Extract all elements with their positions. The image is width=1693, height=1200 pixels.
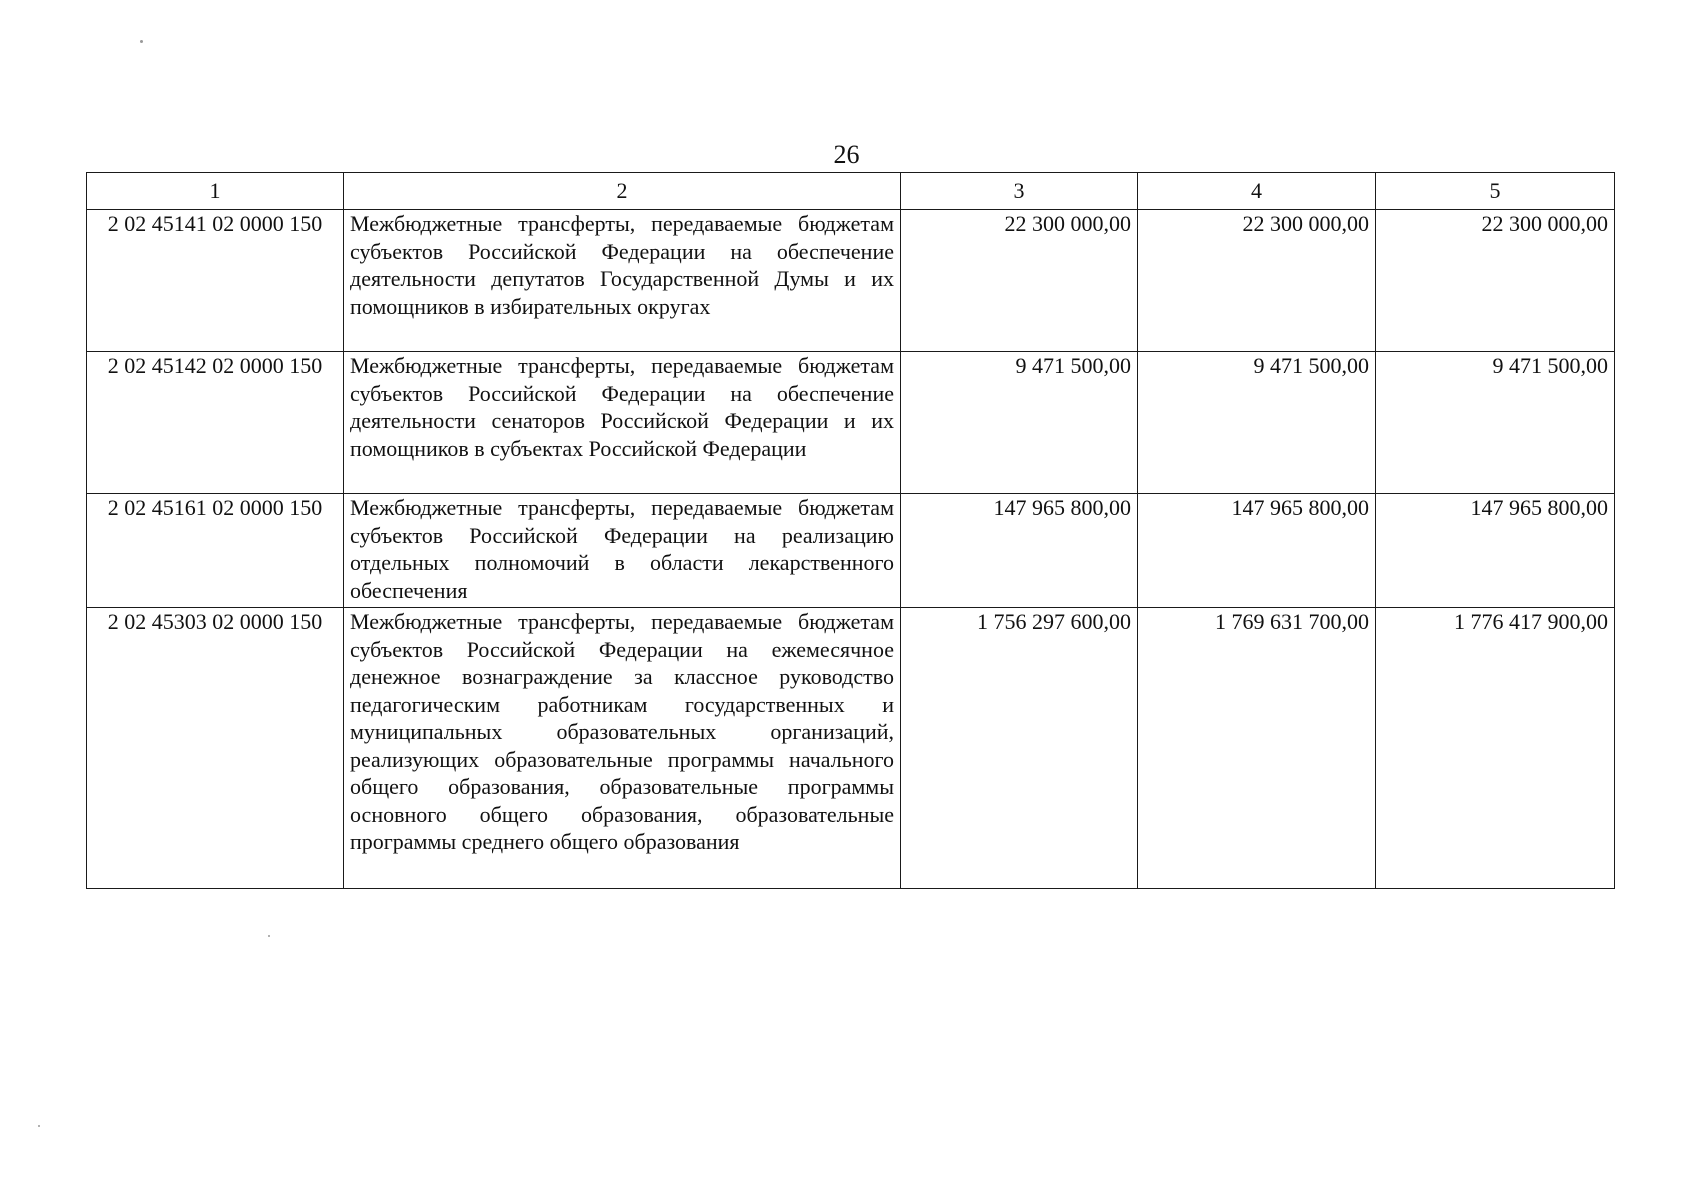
scan-speck bbox=[140, 40, 143, 43]
value-col-5: 22 300 000,00 bbox=[1376, 210, 1615, 352]
column-header-2: 2 bbox=[344, 173, 901, 210]
value-col-5: 9 471 500,00 bbox=[1376, 352, 1615, 494]
value-col-5: 1 776 417 900,00 bbox=[1376, 608, 1615, 889]
value-col-3: 9 471 500,00 bbox=[901, 352, 1138, 494]
value-col-3: 22 300 000,00 bbox=[901, 210, 1138, 352]
budget-code: 2 02 45303 02 0000 150 bbox=[87, 608, 344, 889]
value-col-5: 147 965 800,00 bbox=[1376, 494, 1615, 608]
budget-code: 2 02 45142 02 0000 150 bbox=[87, 352, 344, 494]
column-header-4: 4 bbox=[1138, 173, 1376, 210]
value-col-3: 1 756 297 600,00 bbox=[901, 608, 1138, 889]
table-row bbox=[87, 352, 1615, 494]
value-col-4: 22 300 000,00 bbox=[1138, 210, 1376, 352]
column-header-5: 5 bbox=[1376, 173, 1615, 210]
value-col-4: 147 965 800,00 bbox=[1138, 494, 1376, 608]
header-row bbox=[87, 173, 1615, 210]
table-row bbox=[87, 494, 1615, 608]
item-description: Межбюджетные трансферты, передаваемые бюджетам субъектов Российской Федерации на ежемесячное денежное вознаграждение за классное руководство педагогическим работникам государственных и муниципальных образовательных организаций, реализующих образовательные программы начального общего образования, образовательные программы основного общего образования, образовательные программы среднего общего образования bbox=[344, 608, 901, 889]
item-description: Межбюджетные трансферты, передаваемые бюджетам субъектов Российской Федерации на обеспечение деятельности сенаторов Российской Федерации и их помощников в субъектах Российской Федерации bbox=[344, 352, 901, 494]
scan-speck bbox=[38, 1125, 40, 1127]
table-row bbox=[87, 210, 1615, 352]
budget-code: 2 02 45161 02 0000 150 bbox=[87, 494, 344, 608]
page-number: 26 bbox=[833, 140, 860, 169]
value-col-4: 1 769 631 700,00 bbox=[1138, 608, 1376, 889]
budget-table bbox=[86, 172, 1615, 889]
value-col-3: 147 965 800,00 bbox=[901, 494, 1138, 608]
column-header-3: 3 bbox=[901, 173, 1138, 210]
column-header-1: 1 bbox=[87, 173, 344, 210]
table-row bbox=[87, 608, 1615, 889]
item-description: Межбюджетные трансферты, передаваемые бюджетам субъектов Российской Федерации на реализацию отдельных полномочий в области лекарственного обеспечения bbox=[344, 494, 901, 608]
scan-speck bbox=[268, 935, 270, 937]
item-description: Межбюджетные трансферты, передаваемые бюджетам субъектов Российской Федерации на обеспечение деятельности депутатов Государственной Думы и их помощников в избирательных округах bbox=[344, 210, 901, 352]
value-col-4: 9 471 500,00 bbox=[1138, 352, 1376, 494]
budget-code: 2 02 45141 02 0000 150 bbox=[87, 210, 344, 352]
